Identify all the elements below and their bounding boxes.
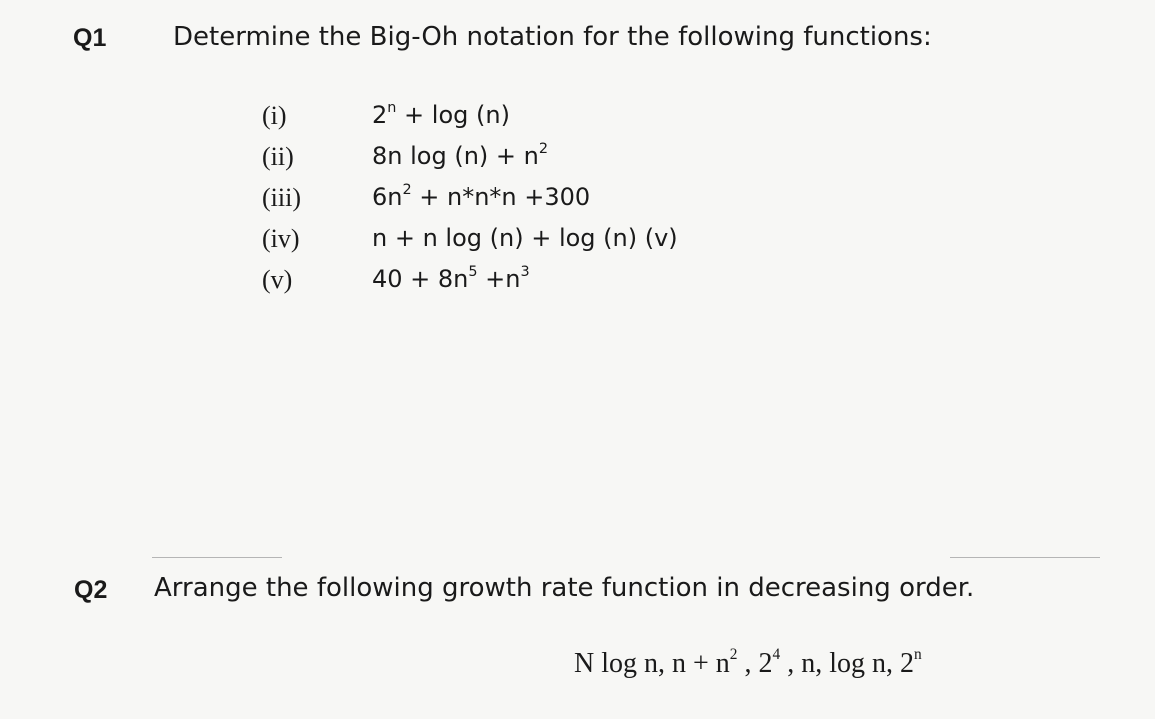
- q1-prompt: Determine the Big-Oh notation for the following functions:: [173, 22, 932, 52]
- function-expression: n + n log (n) + log (n) (v): [372, 224, 678, 252]
- item-numeral: (v): [262, 265, 293, 294]
- function-expression: $6n^2 + n*n*n +300$: [372, 182, 591, 211]
- divider-line: [152, 557, 282, 558]
- divider-line: [950, 557, 1100, 558]
- function-expression: $40 + 8n^5 +n^3$: [372, 264, 530, 293]
- growth-functions-list: N log n, $n + n^2$ , $2^4$ , n, log n, 2$^n$: [574, 645, 922, 679]
- q2-prompt: Arrange the following growth rate function in decreasing order.: [154, 573, 975, 603]
- item-numeral: (ii): [262, 142, 294, 171]
- function-expression: $2^n + \log (n)$: [372, 100, 510, 129]
- q2-number: Q2: [74, 576, 108, 604]
- q1-number: Q1: [73, 24, 107, 52]
- function-expression: 8n $\log (n) + n^2$: [372, 141, 548, 170]
- item-numeral: (iv): [262, 224, 300, 253]
- item-numeral: (iii): [262, 183, 301, 212]
- item-numeral: (i): [262, 101, 287, 130]
